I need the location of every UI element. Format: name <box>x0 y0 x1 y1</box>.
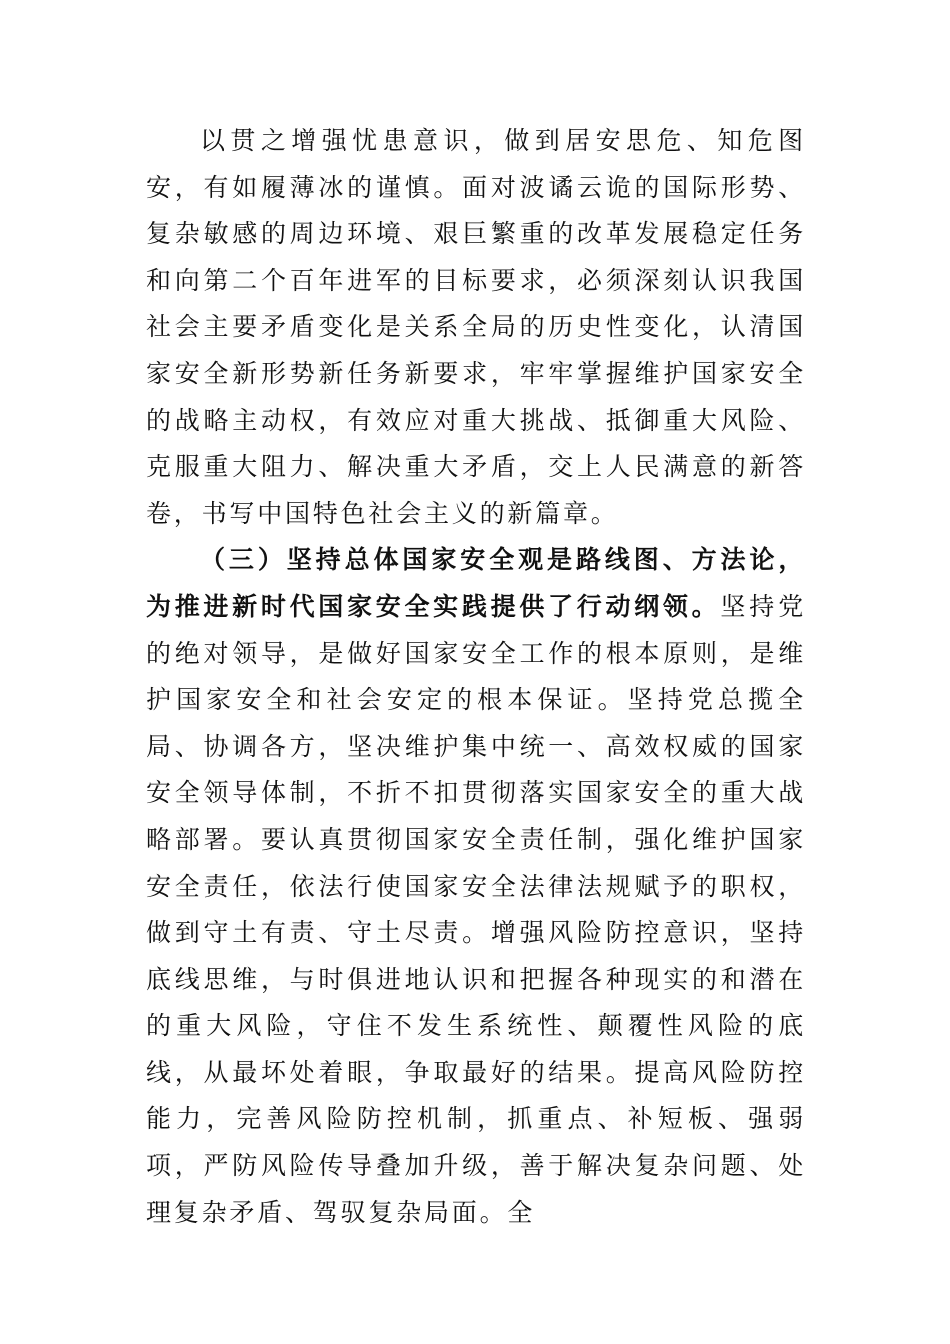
section-heading-lead: （三）坚持总体国家安全观是路线图、方法论，为推进新时代国家安全实践提供了行动纲领。 <box>146 545 806 621</box>
paragraph-2-text: 坚持党的绝对领导，是做好国家安全工作的根本原则，是维护国家安全和社会安定的根本保证。坚持党总揽全局、协调各方，坚决维护集中统一、高效权威的国家安全领导体制，不折不扣贯彻落实国家安全的重大战略部署。要认真贯彻国家安全责任制，强化维护国家安全责任，依法行使国家安全法律法规赋予的职权，做到守土有责、守土尽责。增强风险防控意识，坚持底线思维，与时俱进地认识和把握各种现实的和潜在的重大风险，守住不发生系统性、颠覆性风险的底线，从最坏处着眼，争取最好的结果。提高风险防控能力，完善风险防控机制，抓重点、补短板、强弱项，严防风险传导叠加升级，善于解决复杂问题、处理复杂矛盾、驾驭复杂局面。全 <box>146 591 806 1227</box>
body-text <box>146 118 806 1236</box>
paragraph-2 <box>146 537 806 1236</box>
paragraph-1-text: 以贯之增强忧患意识，做到居安思危、知危图安，有如履薄冰的谨慎。面对波谲云诡的国际形势、复杂敏感的周边环境、艰巨繁重的改革发展稳定任务和向第二个百年进军的目标要求，必须深刻认识我国社会主要矛盾变化是关系全局的历史性变化，认清国家安全新形势新任务新要求，牢牢掌握维护国家安全的战略主动权，有效应对重大挑战、抵御重大风险、克服重大阻力、解决重大矛盾，交上人民满意的新答卷，书写中国特色社会主义的新篇章。 <box>146 126 806 528</box>
paragraph-1 <box>146 118 806 537</box>
